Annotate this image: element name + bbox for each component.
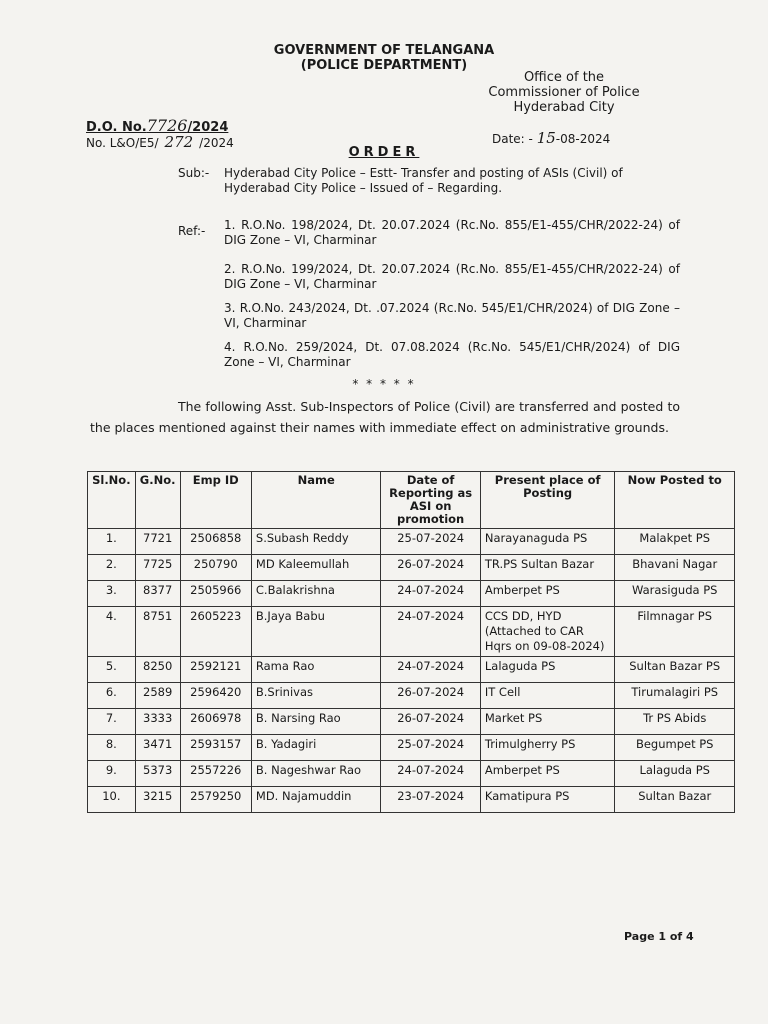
letter-suffix: /2024	[199, 136, 234, 150]
cell-sl-no: 9.	[88, 761, 136, 787]
cell-sl-no: 7.	[88, 709, 136, 735]
table-row	[88, 787, 735, 813]
table-row	[88, 581, 735, 607]
reference-item: 4. R.O.No. 259/2024, Dt. 07.08.2024 (Rc.No. 545/E1/CHR/2024) of DIG Zone – VI, Charminar	[224, 340, 680, 369]
cell-present-posting: Trimulgherry PS	[480, 735, 615, 761]
cell-date: 26-07-2024	[381, 683, 480, 709]
cell-present-posting: TR.PS Sultan Bazar	[480, 555, 615, 581]
cell-date: 24-07-2024	[381, 607, 480, 657]
cell-date: 24-07-2024	[381, 761, 480, 787]
reference-item: 3. R.O.No. 243/2024, Dt. .07.2024 (Rc.No. 545/E1/CHR/2024) of DIG Zone – VI, Charminar	[224, 301, 680, 330]
cell-emp-id: 2593157	[180, 735, 251, 761]
column-header: Sl.No.	[88, 472, 136, 529]
reference-label: Ref:-	[178, 224, 206, 238]
cell-now-posted: Lalaguda PS	[615, 761, 735, 787]
cell-name: MD. Najamuddin	[251, 787, 381, 813]
cell-present-posting: Amberpet PS	[480, 761, 615, 787]
office-address	[484, 70, 644, 115]
cell-g-no: 3471	[135, 735, 180, 761]
reference-item: 2. R.O.No. 199/2024, Dt. 20.07.2024 (Rc.No. 855/E1-455/CHR/2022-24) of DIG Zone – VI, Charminar	[224, 262, 680, 291]
transfer-table	[87, 471, 735, 813]
reference-item: 1. R.O.No. 198/2024, Dt. 20.07.2024 (Rc.No. 855/E1-455/CHR/2022-24) of DIG Zone – VI, Charminar	[224, 218, 680, 247]
letter-prefix: No. L&O/E5/	[86, 136, 159, 150]
cell-date: 25-07-2024	[381, 529, 480, 555]
cell-sl-no: 8.	[88, 735, 136, 761]
date-prefix: Date: -	[492, 132, 533, 146]
table-header-row	[88, 472, 735, 529]
cell-date: 23-07-2024	[381, 787, 480, 813]
cell-name: C.Balakrishna	[251, 581, 381, 607]
office-line: Commissioner of Police	[488, 85, 640, 100]
cell-date: 26-07-2024	[381, 709, 480, 735]
cell-g-no: 8250	[135, 657, 180, 683]
cell-name: B.Jaya Babu	[251, 607, 381, 657]
cell-sl-no: 10.	[88, 787, 136, 813]
cell-name: B. Yadagiri	[251, 735, 381, 761]
cell-name: MD Kaleemullah	[251, 555, 381, 581]
cell-present-posting: CCS DD, HYD (Attached to CAR Hqrs on 09-08-2024)	[480, 607, 615, 657]
cell-now-posted: Tr PS Abids	[615, 709, 735, 735]
order-title: ORDER	[348, 145, 420, 160]
subject-label: Sub:-	[178, 166, 210, 180]
cell-now-posted: Sultan Bazar PS	[615, 657, 735, 683]
cell-name: B.Srinivas	[251, 683, 381, 709]
cell-now-posted: Bhavani Nagar	[615, 555, 735, 581]
table-row	[88, 683, 735, 709]
column-header: Name	[251, 472, 381, 529]
separator: * * * * *	[352, 377, 416, 391]
cell-date: 24-07-2024	[381, 581, 480, 607]
cell-emp-id: 2506858	[180, 529, 251, 555]
cell-now-posted: Warasiguda PS	[615, 581, 735, 607]
cell-emp-id: 2596420	[180, 683, 251, 709]
table-row	[88, 529, 735, 555]
cell-emp-id: 2557226	[180, 761, 251, 787]
cell-sl-no: 2.	[88, 555, 136, 581]
cell-g-no: 5373	[135, 761, 180, 787]
table-row	[88, 709, 735, 735]
cell-g-no: 3333	[135, 709, 180, 735]
cell-sl-no: 5.	[88, 657, 136, 683]
office-line: Hyderabad City	[513, 100, 615, 115]
cell-now-posted: Malakpet PS	[615, 529, 735, 555]
table-row	[88, 761, 735, 787]
cell-name: B. Narsing Rao	[251, 709, 381, 735]
column-header: Present place of Posting	[480, 472, 615, 529]
column-header: Emp ID	[180, 472, 251, 529]
cell-sl-no: 6.	[88, 683, 136, 709]
letter-handwritten-number: 272	[164, 133, 194, 151]
cell-now-posted: Filmnagar PS	[615, 607, 735, 657]
cell-present-posting: Lalaguda PS	[480, 657, 615, 683]
department-heading: (POLICE DEPARTMENT)	[300, 58, 468, 73]
column-header: G.No.	[135, 472, 180, 529]
cell-sl-no: 4.	[88, 607, 136, 657]
cell-date: 25-07-2024	[381, 735, 480, 761]
cell-present-posting: IT Cell	[480, 683, 615, 709]
cell-emp-id: 2579250	[180, 787, 251, 813]
cell-sl-no: 1.	[88, 529, 136, 555]
cell-emp-id: 2592121	[180, 657, 251, 683]
cell-now-posted: Begumpet PS	[615, 735, 735, 761]
cell-now-posted: Sultan Bazar	[615, 787, 735, 813]
cell-g-no: 2589	[135, 683, 180, 709]
cell-g-no: 8377	[135, 581, 180, 607]
column-header: Now Posted to	[615, 472, 735, 529]
cell-emp-id: 250790	[180, 555, 251, 581]
cell-name: Rama Rao	[251, 657, 381, 683]
cell-present-posting: Amberpet PS	[480, 581, 615, 607]
column-header: Date of Reporting as ASI on promotion	[381, 472, 480, 529]
order-body-text: The following Asst. Sub-Inspectors of Police (Civil) are transferred and posted to the places mentioned against their names with immediate effect on administrative grounds.	[90, 399, 680, 435]
page-number: Page 1 of 4	[624, 930, 694, 943]
cell-emp-id: 2505966	[180, 581, 251, 607]
cell-g-no: 8751	[135, 607, 180, 657]
cell-g-no: 3215	[135, 787, 180, 813]
do-prefix: D.O. No.	[86, 120, 147, 135]
subject-text: Hyderabad City Police – Estt- Transfer and posting of ASIs (Civil) of Hyderabad City Police – Issued of – Regarding.	[224, 166, 623, 195]
cell-sl-no: 3.	[88, 581, 136, 607]
table-row	[88, 555, 735, 581]
table-row	[88, 607, 735, 657]
cell-present-posting: Narayanaguda PS	[480, 529, 615, 555]
cell-date: 26-07-2024	[381, 555, 480, 581]
do-handwritten-number: 7726	[146, 116, 188, 135]
subject	[178, 166, 678, 196]
cell-emp-id: 2606978	[180, 709, 251, 735]
cell-now-posted: Tirumalagiri PS	[615, 683, 735, 709]
cell-name: S.Subash Reddy	[251, 529, 381, 555]
cell-name: B. Nageshwar Rao	[251, 761, 381, 787]
table-row	[88, 735, 735, 761]
do-suffix: /2024	[187, 120, 229, 135]
government-heading: GOVERNMENT OF TELANGANA	[273, 43, 495, 58]
office-line: Office of the	[523, 70, 605, 85]
date-suffix: -08-2024	[555, 132, 611, 146]
table-row	[88, 657, 735, 683]
cell-date: 24-07-2024	[381, 657, 480, 683]
cell-g-no: 7725	[135, 555, 180, 581]
date-handwritten-day: 15	[536, 129, 556, 147]
cell-emp-id: 2605223	[180, 607, 251, 657]
cell-present-posting: Kamatipura PS	[480, 787, 615, 813]
cell-g-no: 7721	[135, 529, 180, 555]
cell-present-posting: Market PS	[480, 709, 615, 735]
